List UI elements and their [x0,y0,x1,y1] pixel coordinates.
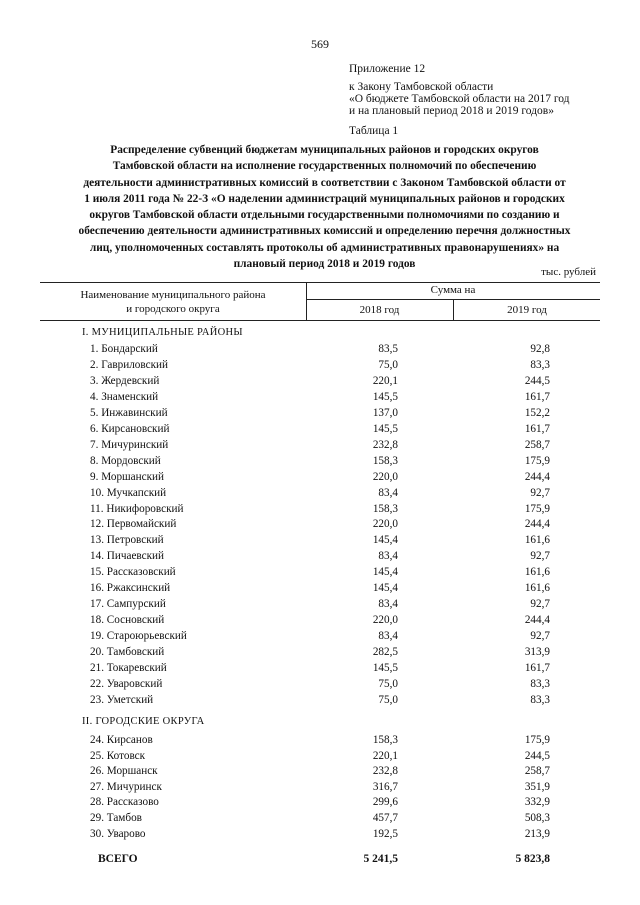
table-row [40,487,600,503]
row-name: 29. Тамбов [90,812,142,824]
row-value-2018: 299,6 [372,796,398,809]
row-value-2019: 83,3 [530,358,550,371]
unit-label: тыс. рублей [541,266,596,278]
page-number: 569 [311,37,329,51]
row-value-2019: 332,9 [524,796,550,809]
section-title: II. ГОРОДСКИЕ ОКРУГА [82,716,205,727]
header-sum: Сумма на [430,284,476,296]
row-name: 20. Тамбовский [90,646,165,659]
row-value-2018: 282,5 [372,646,398,659]
row-value-2019: 351,9 [524,780,550,793]
row-value-2018: 232,8 [372,438,398,451]
row-name: 5. Инжавинский [90,406,168,419]
table-row [40,630,600,646]
row-name: 22. Уваровский [90,677,163,690]
row-name: 6. Кирсановский [90,422,170,435]
header-name-line: Наименование муниципального района [80,289,266,301]
row-value-2018: 83,4 [378,630,398,643]
appendix-line: «О бюджете Тамбовской области на 2017 год [349,93,570,105]
row-value-2018: 75,0 [378,677,398,690]
title-line: обеспечению деятельности административных комиссий и определению перечня должностных [78,225,571,238]
table-row [40,734,600,750]
row-name: 16. Ржаксинский [90,582,171,595]
row-value-2018: 137,0 [372,406,398,419]
table-row [40,359,600,375]
section-title: I. МУНИЦИПАЛЬНЫЕ РАЙОНЫ [82,327,243,338]
row-name: 2. Гавриловский [90,358,168,371]
row-value-2019: 92,7 [530,630,550,643]
table-row [40,518,600,534]
table-row [40,407,600,423]
row-value-2018: 158,3 [372,454,398,467]
appendix-title: Приложение 12 [349,63,426,75]
total-label: ВСЕГО [98,853,138,865]
table-row [40,582,600,598]
row-value-2019: 313,9 [524,646,550,659]
table-row [40,391,600,407]
table-row [40,423,600,439]
row-value-2018: 145,4 [372,566,398,579]
title-line: Тамбовской области на исполнение государственных полномочий по обеспечению [112,160,537,173]
table-label: Таблица 1 [349,125,399,137]
row-value-2018: 316,7 [372,780,398,793]
row-value-2019: 161,7 [524,390,550,403]
row-value-2019: 244,5 [524,374,550,387]
row-value-2019: 161,6 [524,582,550,595]
table-row [40,812,600,828]
row-name: 9. Моршанский [90,470,164,483]
table-row [40,343,600,359]
row-value-2018: 145,5 [372,422,398,435]
table-row [40,614,600,630]
row-value-2018: 158,3 [372,734,398,746]
table-row [40,566,600,582]
total-2019: 5 823,8 [515,853,550,865]
row-value-2018: 220,0 [372,614,398,627]
row-value-2019: 258,7 [524,438,550,451]
table-row [40,662,600,678]
row-name: 27. Мичуринск [90,780,162,793]
table-row [40,375,600,391]
table-row [40,471,600,487]
row-name: 25. Котовск [90,749,146,762]
row-value-2018: 145,4 [372,582,398,595]
row-value-2018: 158,3 [372,502,398,515]
row-value-2018: 145,4 [372,534,398,547]
row-name: 13. Петровский [90,534,164,547]
table-row [40,828,600,844]
row-name: 14. Пичаевский [90,550,164,563]
row-name: 28. Рассказово [90,796,159,809]
row-value-2019: 83,3 [530,693,550,706]
row-value-2018: 83,4 [378,550,398,563]
row-name: 7. Мичуринский [90,438,169,451]
row-value-2018: 220,0 [372,518,398,531]
row-value-2018: 83,4 [378,486,398,499]
row-value-2019: 175,9 [524,502,550,515]
row-value-2019: 92,7 [530,550,550,563]
row-value-2019: 92,8 [530,343,550,355]
row-name: 19. Староюрьевский [90,630,187,643]
row-name: 1. Бондарский [90,343,158,355]
row-name: 17. Сампурский [90,598,166,611]
title-line: 1 июля 2011 года № 22-З «О наделении администраций муниципальных районов и городских [84,192,565,205]
row-value-2018: 220,0 [372,470,398,483]
title-line: деятельности административных комиссий в соответствии с Законом Тамбовской области от [83,176,566,189]
row-value-2019: 161,7 [524,662,550,674]
total-row [40,853,600,869]
row-value-2019: 83,3 [530,677,550,690]
row-value-2019: 92,7 [530,486,550,499]
row-name: 8. Мордовский [90,454,161,467]
table-row [40,694,600,710]
row-value-2019: 175,9 [524,734,550,746]
row-value-2019: 152,2 [524,406,550,419]
title-line: Распределение субвенций бюджетам муниципальных районов и городских округов [110,144,539,156]
row-value-2018: 457,7 [372,812,398,824]
title-line: лиц, уполномоченных составлять протоколы об административных правонарушениях» на [89,241,560,254]
table-row [40,534,600,550]
title-line: округов Тамбовской области отдельными государственными полномочиями по созданию и [89,209,560,222]
row-value-2018: 145,5 [372,390,398,403]
header-year-2018: 2018 год [359,304,400,316]
row-value-2019: 244,4 [524,614,550,627]
row-name: 11. Никифоровский [90,502,184,515]
header-name-line: и городского округа [126,303,220,315]
table-row [40,550,600,566]
row-value-2019: 258,7 [524,765,550,778]
header-year-2019: 2019 год [507,304,547,316]
table-row [40,598,600,614]
row-value-2019: 161,6 [524,534,550,547]
row-value-2019: 175,9 [524,454,550,467]
row-value-2018: 83,4 [378,598,398,611]
table-row [40,646,600,662]
row-value-2018: 75,0 [378,693,398,706]
row-name: 4. Знаменский [90,390,159,403]
table-row [40,439,600,455]
row-name: 15. Рассказовский [90,566,176,579]
row-name: 12. Первомайский [90,518,177,531]
document-title [52,142,597,272]
table-row [40,503,600,519]
table-row [40,796,600,812]
header-bottom-rule [40,320,600,321]
appendix-line: и на плановый период 2018 и 2019 годов» [349,105,554,117]
row-value-2019: 244,4 [524,518,550,531]
row-value-2018: 220,1 [372,749,398,762]
row-name: 26. Моршанск [90,765,158,778]
row-value-2019: 213,9 [524,827,550,840]
row-value-2019: 161,6 [524,566,550,579]
row-name: 30. Уварово [90,827,146,840]
table-top-rule [40,282,600,283]
row-value-2018: 75,0 [378,358,398,371]
table-row [40,750,600,766]
row-value-2019: 161,7 [524,422,550,435]
row-value-2018: 232,8 [372,765,398,778]
row-value-2019: 92,7 [530,598,550,611]
row-name: 21. Токаревский [90,662,167,674]
row-value-2018: 145,5 [372,662,398,674]
row-value-2018: 83,5 [378,343,398,355]
row-value-2018: 220,1 [372,374,398,387]
table-row [40,455,600,471]
row-name: 18. Сосновский [90,614,165,627]
row-value-2019: 508,3 [524,812,550,824]
total-2018: 5 241,5 [363,853,398,865]
row-name: 23. Уметский [90,693,154,706]
row-value-2019: 244,4 [524,470,550,483]
row-name: 24. Кирсанов [90,734,153,746]
table-row [40,781,600,797]
appendix-line: к Закону Тамбовской области [349,81,494,93]
row-name: 3. Жердевский [90,374,160,387]
row-value-2019: 244,5 [524,749,550,762]
title-line: плановый период 2018 и 2019 годов [233,258,416,271]
table-row [40,678,600,694]
row-name: 10. Мучкапский [90,486,167,499]
table-row [40,765,600,781]
row-value-2018: 192,5 [372,827,398,840]
